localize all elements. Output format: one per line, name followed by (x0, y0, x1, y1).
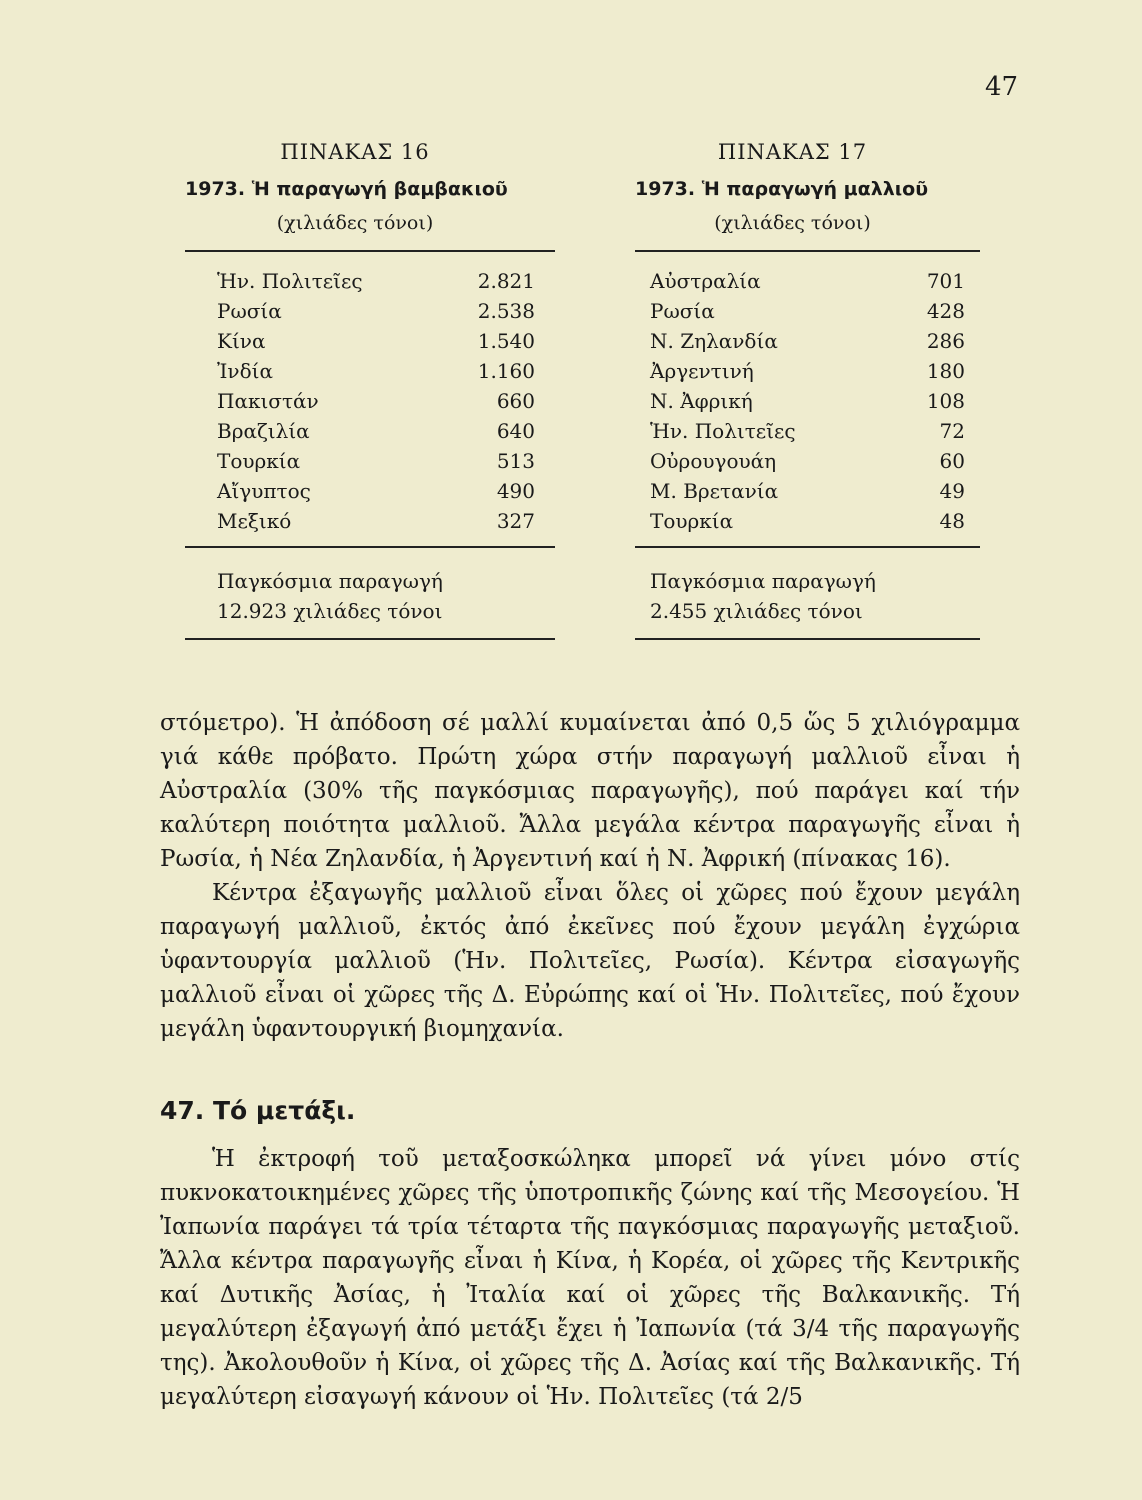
country-label: Κίνα (217, 329, 266, 353)
country-label: Οὐρουγουάη (650, 449, 777, 473)
table-row (185, 296, 555, 326)
table-row (635, 326, 980, 356)
table-rule (185, 250, 555, 252)
table-row (185, 476, 555, 506)
table-row (635, 506, 980, 536)
section-heading: 47. Τό μετάξι. (160, 1096, 356, 1125)
value-cell: 490 (496, 479, 535, 503)
table-rule (185, 638, 555, 640)
value-cell: 48 (939, 509, 965, 533)
country-label: Πακιστάν (217, 389, 319, 413)
table-row (185, 266, 555, 296)
table-16 (185, 140, 555, 640)
paragraph: Ἡ ἐκτροφή τοῦ μεταξοσκώληκα μπορεῖ νά γίνει μόνο στίς πυκνοκατοικημένες χῶρες τῆς ὑποτροπικῆς ζώνης καί τῆς Μεσογείου. Ἡ Ἰαπωνία παράγει τά τρία τέταρτα τῆς παγκόσμιας παραγωγῆς μεταξιοῦ. Ἄλλα κέντρα παραγωγῆς εἶναι ἡ Κίνα, ἡ Κορέα, οἱ χῶρες τῆς Κεντρικῆς καί Δυτικῆς Ἀσίας, ἡ Ἰταλία καί οἱ χῶρες τῆς Βαλκανικῆς. Τή μεγαλύτερη ἐξαγωγή ἀπό μετάξι ἔχει ἡ Ἰαπωνία (τά 3/4 τῆς παραγωγῆς της). Ἀκολουθοῦν ἡ Κίνα, οἱ χῶρες τῆς Δ. Ἀσίας καί τῆς Βαλκανικῆς. Τή μεγαλύτερη εἰσαγωγή κάνουν οἱ Ἡν. Πολιτεῖες (τά 2/5 (160, 1146, 1020, 1410)
table-row (185, 356, 555, 386)
table-row (185, 506, 555, 536)
table-title: ΠΙΝΑΚΑΣ 16 (280, 140, 430, 164)
table-17 (635, 140, 980, 640)
page-number: 47 (985, 72, 1019, 102)
table-row (635, 446, 980, 476)
country-label: Ἀργεντινή (650, 359, 754, 383)
country-label: Ἡν. Πολιτεῖες (650, 419, 796, 443)
table-rule (635, 638, 980, 640)
value-cell: 1.160 (477, 359, 535, 383)
table-unit: (χιλιάδες τόνοι) (276, 212, 434, 234)
table-row (635, 476, 980, 506)
value-cell: 2.538 (477, 299, 535, 323)
value-cell: 49 (939, 479, 965, 503)
country-label: Μ. Βρετανία (650, 479, 779, 503)
table-title: ΠΙΝΑΚΑΣ 17 (717, 140, 868, 164)
country-label: Ν. Ζηλανδία (650, 329, 778, 353)
table-row (635, 266, 980, 296)
value-cell: 1.540 (477, 329, 535, 353)
table-total (185, 566, 555, 626)
value-cell: 640 (496, 419, 535, 443)
paragraph: Κέντρα ἐξαγωγῆς μαλλιοῦ εἶναι ὅλες οἱ χῶρες πού ἔχουν μεγάλη παραγωγή μαλλιοῦ, ἐκτός ἀπό ἐκεῖνες πού ἔχουν μεγάλη ἐγχώρια ὑφαντουργία μαλλιοῦ (Ἡν. Πολιτεῖες, Ρωσία). Κέντρα εἰσαγωγῆς μαλλιοῦ εἶναι οἱ χῶρες τῆς Δ. Εὐρώπης καί οἱ Ἡν. Πολιτεῖες, πού ἔχουν μεγάλη ὑφαντουργική βιομηχανία. (160, 880, 1020, 1042)
table-rule (635, 546, 980, 548)
country-label: Μεξικό (217, 509, 292, 533)
country-label: Ἰνδία (217, 359, 273, 383)
table-rule (635, 250, 980, 252)
table-subtitle: 1973. Ἡ παραγωγή μαλλιοῦ (635, 178, 929, 200)
value-cell: 701 (926, 269, 965, 293)
total-label: Παγκόσμια παραγωγή (217, 569, 443, 593)
body-text (160, 706, 1020, 1046)
value-cell: 513 (496, 449, 535, 473)
country-label: Αἴγυπτος (217, 479, 311, 503)
table-rule (185, 546, 555, 548)
table-row (635, 296, 980, 326)
country-label: Τουρκία (217, 449, 301, 473)
value-cell: 2.821 (477, 269, 535, 293)
table-row (635, 356, 980, 386)
table-subtitle: 1973. Ἡ παραγωγή βαμβακιοῦ (185, 178, 508, 200)
value-cell: 428 (926, 299, 965, 323)
total-value: 12.923 χιλιάδες τόνοι (217, 599, 443, 623)
value-cell: 72 (939, 419, 965, 443)
table-row (185, 416, 555, 446)
value-cell: 327 (496, 509, 535, 533)
value-cell: 108 (926, 389, 965, 413)
table-row (185, 386, 555, 416)
table-row (635, 416, 980, 446)
country-label: Ρωσία (217, 299, 282, 323)
country-label: Αὐστραλία (650, 269, 761, 293)
table-row (185, 326, 555, 356)
table-row (185, 446, 555, 476)
paragraph: στόμετρο). Ἡ ἀπόδοση σέ μαλλί κυμαίνεται ἀπό 0,5 ὥς 5 χιλιόγραμμα γιά κάθε πρόβατο. Πρώτη χώρα στήν παραγωγή μαλλιοῦ εἶναι ἡ Αὐστραλία (30% τῆς παγκόσμιας παραγωγῆς), πού παράγει καί τήν καλύτερη ποιότητα μαλλιοῦ. Ἄλλα μεγάλα κέντρα παραγωγῆς εἶναι ἡ Ρωσία, ἡ Νέα Ζηλανδία, ἡ Ἀργεντινή καί ἡ Ν. Ἀφρική (πίνακας 16). (160, 710, 1020, 872)
country-label: Ν. Ἀφρική (650, 389, 753, 413)
table-row (635, 386, 980, 416)
total-value: 2.455 χιλιάδες τόνοι (650, 599, 863, 623)
country-label: Βραζιλία (217, 419, 310, 443)
value-cell: 180 (926, 359, 965, 383)
table-unit: (χιλιάδες τόνοι) (714, 212, 871, 234)
country-label: Τουρκία (650, 509, 734, 533)
total-label: Παγκόσμια παραγωγή (650, 569, 876, 593)
value-cell: 286 (926, 329, 965, 353)
country-label: Ἡν. Πολιτεῖες (217, 269, 363, 293)
country-label: Ρωσία (650, 299, 715, 323)
value-cell: 60 (939, 449, 965, 473)
value-cell: 660 (496, 389, 535, 413)
table-total (635, 566, 980, 626)
section-body (160, 1142, 1020, 1414)
